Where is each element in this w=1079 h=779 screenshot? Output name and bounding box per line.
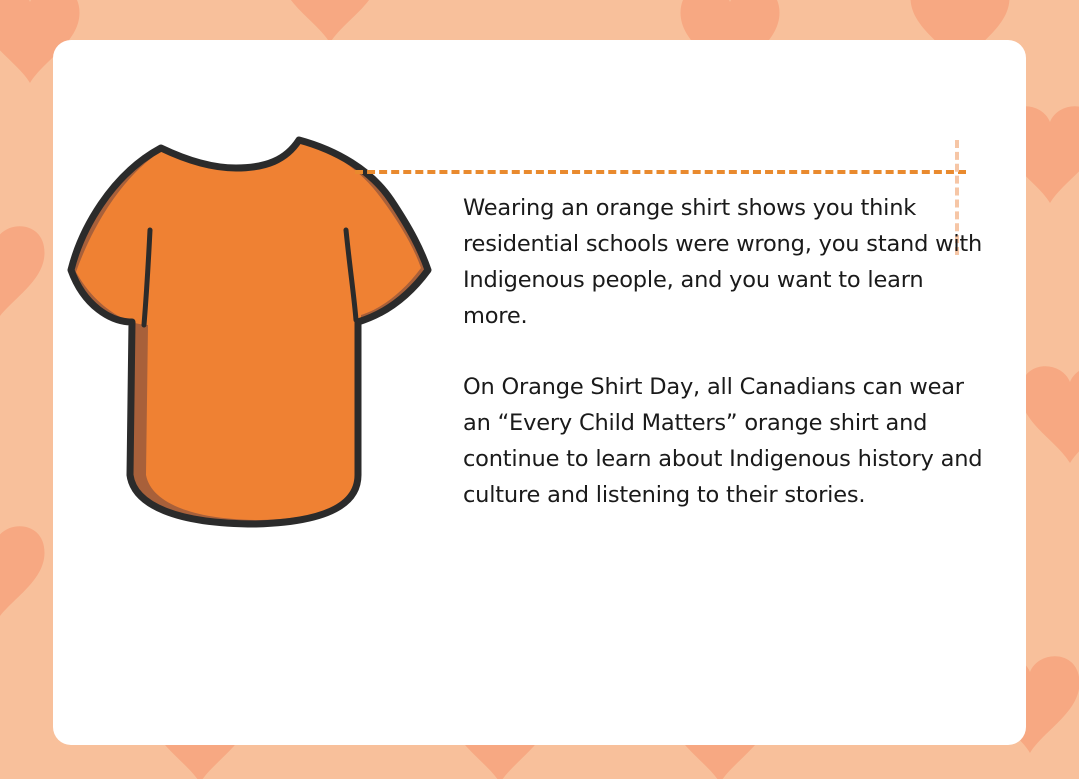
paragraph-1: Wearing an orange shirt shows you think residential schools were wrong, you stand with Indigenous people, and you want to learn more. [463,195,983,329]
heart-icon [0,226,45,323]
orange-shirt-icon [66,130,436,530]
paragraph-2: On Orange Shirt Day, all Canadians can wear an “Every Child Matters” orange shirt and continue to learn about Indigenous history and culture and listening to their stories. [463,374,983,508]
dashed-line-horizontal [355,170,966,174]
body-text [463,190,993,548]
heart-icon [1021,366,1079,463]
heart-icon [281,0,380,43]
heart-icon [0,526,45,623]
